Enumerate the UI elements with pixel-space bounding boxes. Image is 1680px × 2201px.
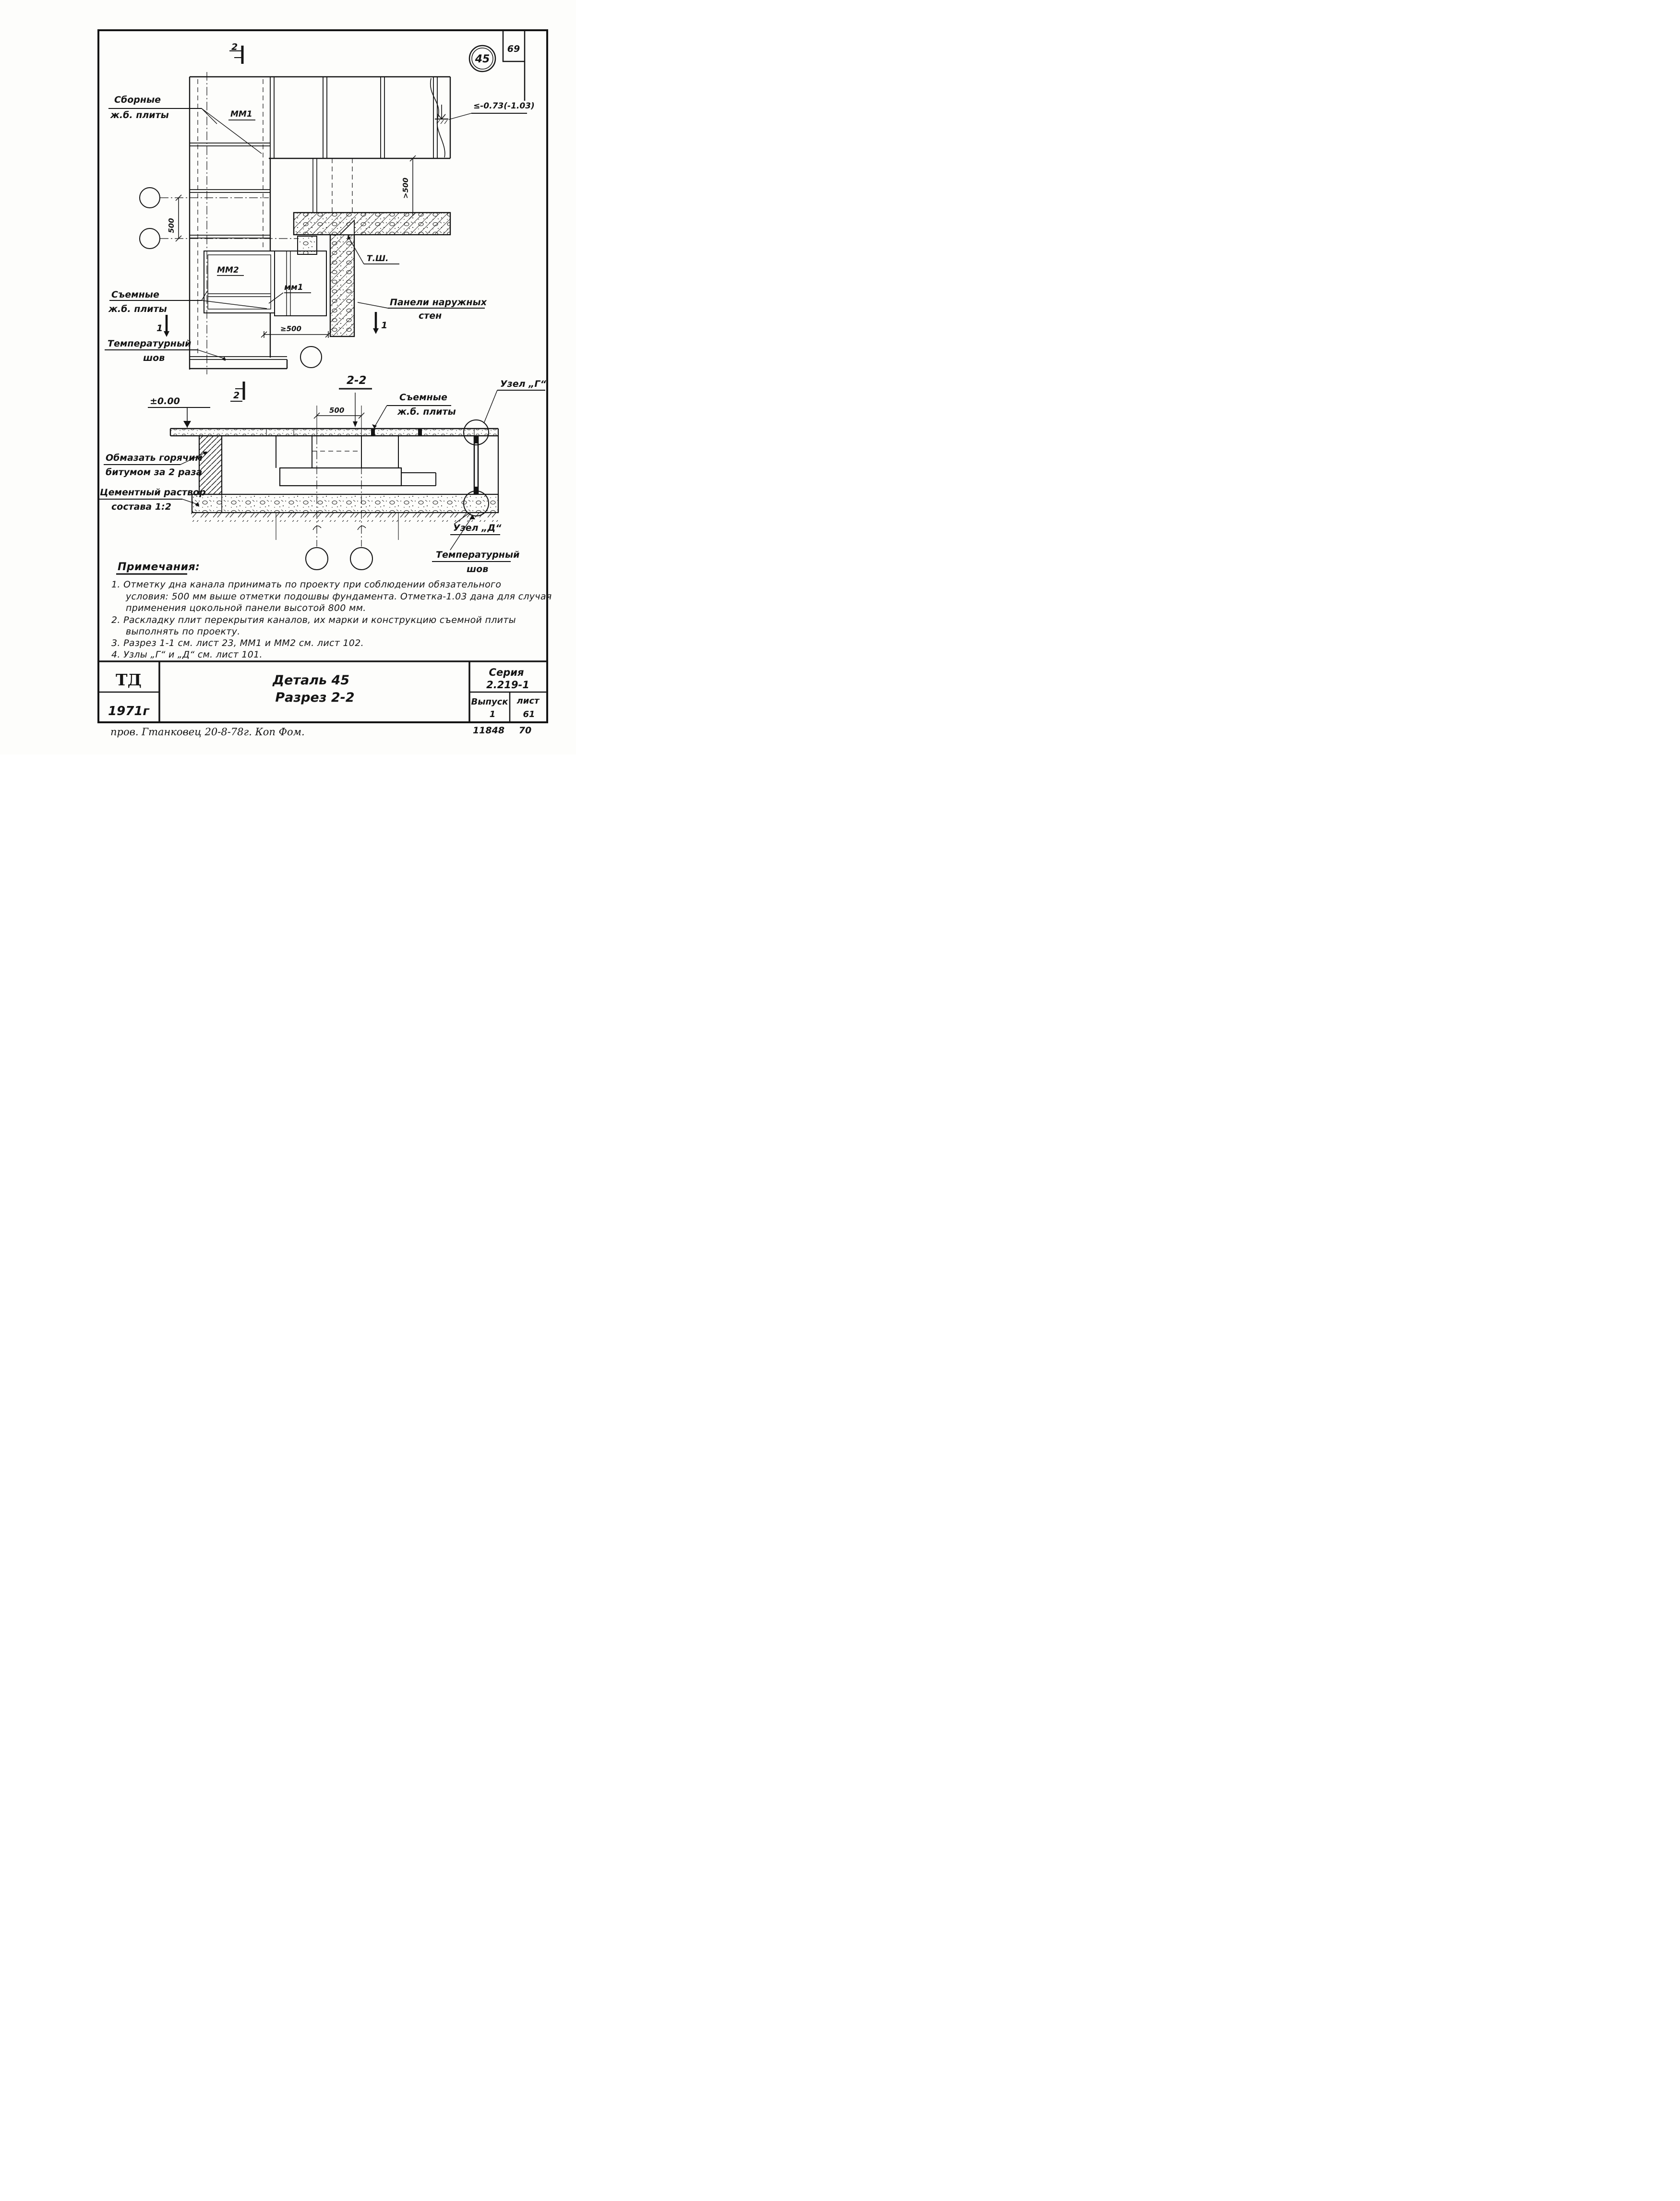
titleblock-issue-value: 1: [489, 709, 496, 719]
plan-label-precast-line2: ж.б. плиты: [110, 110, 169, 120]
plan-label-panels-line2: стен: [419, 311, 442, 321]
titleblock-series-value: 2.219-1: [486, 679, 529, 691]
section-label-node-d: Узел „Д“: [453, 523, 502, 533]
note-line: 4. Узлы „Г“ и „Д“ см. лист 101.: [111, 649, 263, 660]
section-label-node-g: Узел „Г“: [500, 379, 546, 389]
detail-stamp-number: 45: [475, 53, 490, 65]
plan-dim-gt500: >500: [401, 178, 410, 199]
plan-marker-2-bottom: 2: [233, 390, 240, 401]
plan-label-temp-line1: Температурный: [108, 338, 192, 349]
titleblock-issue-label: Выпуск: [471, 697, 508, 707]
plan-label-precast-line1: Сборные: [114, 95, 161, 105]
section-title: 2-2: [347, 374, 367, 387]
handwritten-check-note: пров. Гтанковец 20-8-78г. Коп Фом.: [110, 726, 305, 738]
blueprint-sheet: [0, 0, 576, 754]
titleblock-sheet-value: 61: [523, 709, 535, 719]
note-line: 1. Отметку дна канала принимать по проекту при соблюдении обязательного: [111, 579, 502, 590]
blueprint-canvas: [0, 0, 576, 754]
section-dim-500: 500: [329, 406, 345, 415]
section-label-mortar-line1: Цементный раствор: [100, 487, 206, 498]
plan-dim-500-vertical: 500: [167, 218, 176, 233]
section-label-coat-line1: Обмазать горячим: [106, 453, 203, 463]
note-line: выполнять по проекту.: [126, 626, 240, 637]
page-number-badge: 69: [507, 44, 520, 54]
section-linework: [98, 389, 545, 570]
titleblock-series-label: Серия: [489, 667, 524, 678]
print-code-left: 11848: [472, 725, 505, 736]
print-code-right: 70: [518, 725, 532, 736]
plan-label-mm2: ММ2: [217, 265, 239, 275]
plan-marker-1-left: 1: [156, 323, 163, 334]
section-label-temp-line2: шов: [467, 564, 489, 574]
section-label-temp-line1: Температурный: [436, 550, 520, 560]
section-label-mortar-line2: состава 1:2: [111, 502, 171, 512]
plan-marker-2-top: 2: [231, 42, 238, 52]
plan-label-mm1-top: ММ1: [230, 109, 252, 119]
plan-label-removable-line1: Съемные: [111, 289, 159, 300]
section-elevation-zero: ±0.00: [150, 396, 180, 407]
titleblock-year: 1971г: [108, 704, 149, 718]
plan-label-removable-line2: ж.б. плиты: [108, 304, 167, 314]
section-label-removable-line1: Съемные: [399, 392, 447, 403]
note-line: применения цокольной панели высотой 800 мм.: [126, 603, 366, 613]
plan-dim-ge500: ≥500: [280, 324, 301, 333]
plan-label-temp-line2: шов: [143, 353, 165, 363]
note-line: условия: 500 мм выше отметки подошвы фундамента. Отметка-1.03 дана для случая: [126, 591, 552, 602]
titleblock-title-line2: Разрез 2-2: [275, 690, 355, 705]
plan-marker-1-right: 1: [381, 320, 388, 331]
plan-label-mm1-mid: мм1: [284, 283, 303, 292]
titleblock-title-line1: Деталь 45: [272, 673, 350, 688]
section-label-removable-line2: ж.б. плиты: [397, 407, 456, 417]
section-label-coat-line2: битумом за 2 раза: [106, 467, 203, 478]
plan-elevation-mark: ≤-0.73(-1.03): [473, 101, 535, 111]
notes-heading: Примечания:: [118, 561, 200, 573]
note-line: 3. Разрез 1-1 см. лист 23, ММ1 и ММ2 см. лист 102.: [111, 638, 364, 648]
plan-label-tsh: Т.Ш.: [367, 254, 389, 263]
titleblock-sheet-label: лист: [516, 696, 540, 706]
plan-label-panels-line1: Панели наружных: [390, 297, 487, 308]
titleblock-org: ТД: [116, 670, 142, 689]
note-line: 2. Раскладку плит перекрытия каналов, их марки и конструкцию съемной плиты: [111, 615, 516, 625]
